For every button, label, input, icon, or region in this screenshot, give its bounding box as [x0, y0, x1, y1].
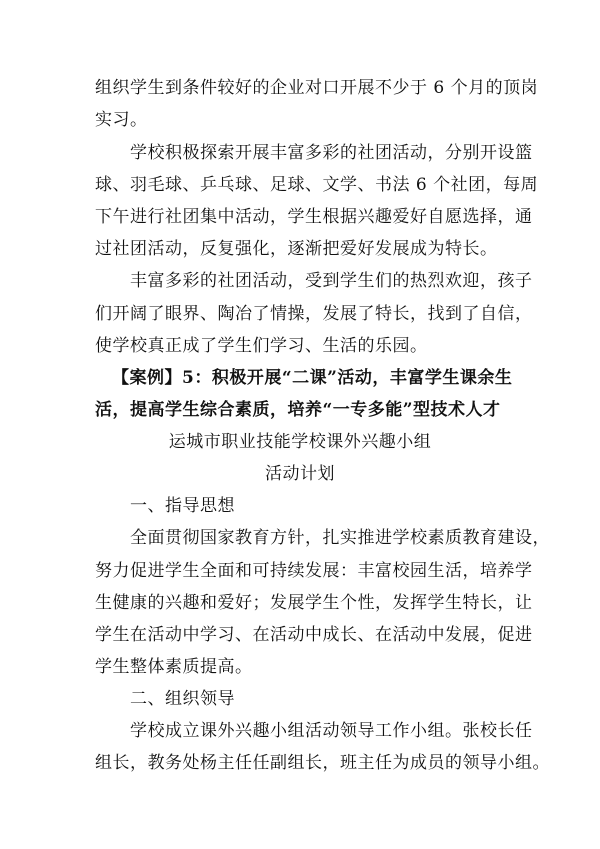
plan-subtitle: 活动计划 — [265, 464, 335, 484]
paragraph-line: 组织学生到条件较好的企业对口开展不少于 6 个月的顶岗 — [95, 78, 539, 98]
section-heading: 一、指导思想 — [130, 496, 235, 516]
paragraph-line: 们开阔了眼界、陶冶了情操，发展了特长，找到了自信， — [95, 304, 533, 324]
paragraph-line: 实习。 — [95, 110, 148, 130]
paragraph-line: 学生在活动中学习、在活动中成长、在活动中发展，促进 — [95, 625, 533, 645]
paragraph-line: 努力促进学生全面和可持续发展：丰富校园生活，培养学 — [95, 561, 533, 581]
paragraph-line: 生健康的兴趣和爱好；发展学生个性，发挥学生特长，让 — [95, 593, 533, 613]
plan-title: 运城市职业技能学校课外兴趣小组 — [168, 432, 432, 452]
paragraph-line: 过社团活动，反复强化，逐渐把爱好发展成为特长。 — [95, 239, 498, 259]
paragraph-line: 球、羽毛球、乒乓球、足球、文学、书法 6 个社团，每周 — [95, 175, 539, 195]
section-heading: 二、组织领导 — [130, 689, 235, 709]
paragraph-line: 使学校真正成了学生们学习、生活的乐园。 — [95, 336, 428, 356]
paragraph-line: 丰富多彩的社团活动，受到学生们的热烈欢迎，孩子 — [130, 271, 533, 291]
case-heading-line: 活，提高学生综合素质，培养“一专多能”型技术人才 — [95, 400, 501, 420]
paragraph-line: 组长，教务处杨主任任副组长，班主任为成员的领导小组。 — [95, 753, 550, 773]
paragraph-line: 下午进行社团集中活动，学生根据兴趣爱好自愿选择，通 — [95, 207, 533, 227]
paragraph-line: 学校积极探索开展丰富多彩的社团活动，分别开设篮 — [130, 143, 533, 163]
paragraph-line: 学生整体素质提高。 — [95, 657, 253, 677]
paragraph-line: 全面贯彻国家教育方针，扎实推进学校素质教育建设， — [130, 528, 550, 548]
paragraph-line: 学校成立课外兴趣小组活动领导工作小组。张校长任 — [130, 721, 533, 741]
case-heading-line: 【案例】5：积极开展“二课”活动，丰富学生课余生 — [112, 368, 513, 388]
